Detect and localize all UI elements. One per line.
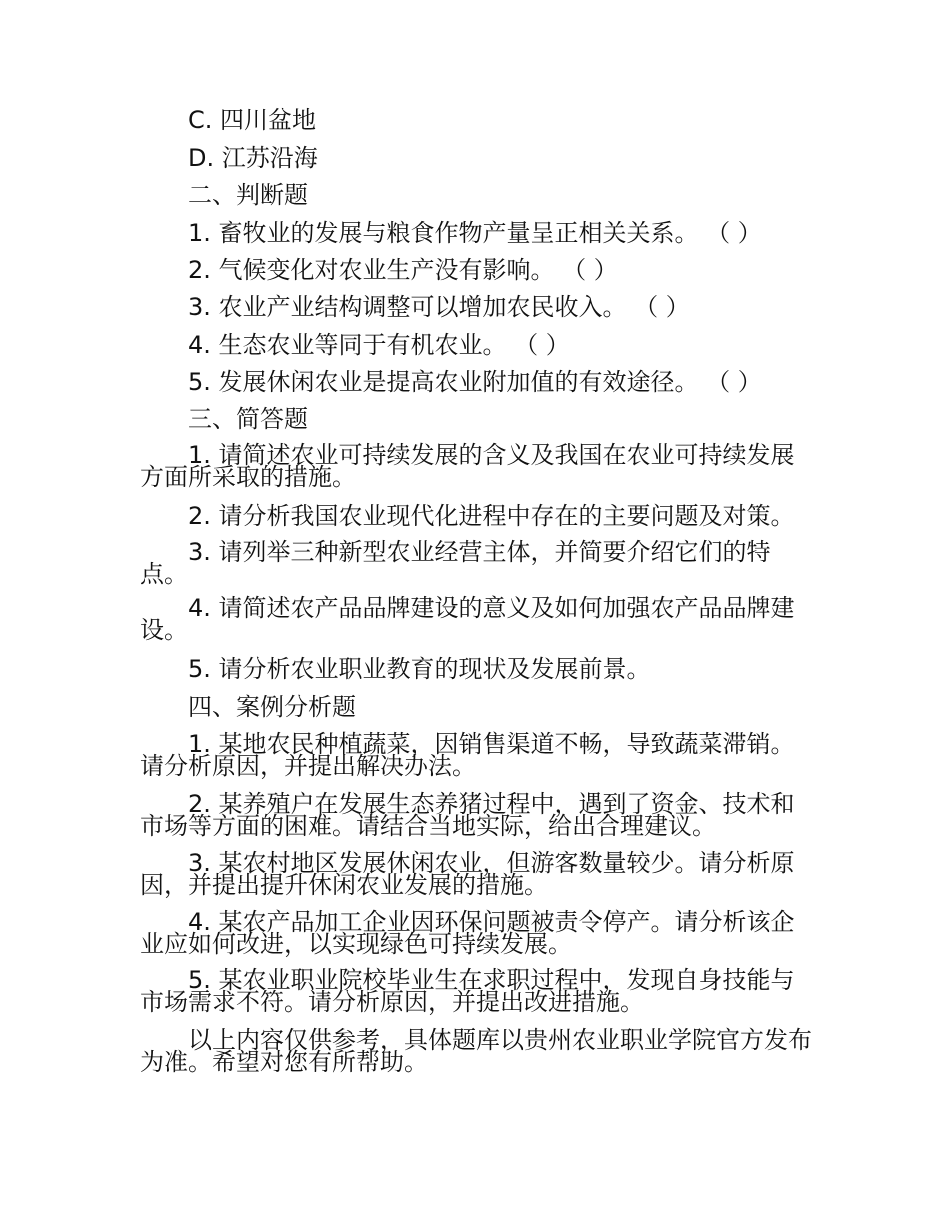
case-item: 5. 某农业职业院校毕业生在求职过程中，发现自身技能与市场需求不符。请分析原因，并提出改进措施。 bbox=[140, 966, 795, 1016]
case-item: 4. 某农产品加工企业因环保问题被责令停产。请分析该企业应如何改进，以实现绿色可持续发展。 bbox=[140, 908, 795, 958]
case-item: 3. 某农村地区发展休闲农业，但游客数量较少。请分析原因，并提出提升休闲农业发展的措施。 bbox=[140, 849, 795, 899]
judgement-item: 1. 畜牧业的发展与粮食作物产量呈正相关关系。 （ ） bbox=[188, 219, 762, 247]
case-item: 1. 某地农民种植蔬菜，因销售渠道不畅，导致蔬菜滞销。请分析原因，并提出解决办法。 bbox=[140, 730, 795, 780]
closing-note: 以上内容仅供参考，具体题库以贵州农业职业学院官方发布为准。希望对您有所帮助。 bbox=[140, 1026, 812, 1076]
judgement-item: 5. 发展休闲农业是提高农业附加值的有效途径。 （ ） bbox=[188, 368, 762, 396]
section-heading-judgement: 二、判断题 bbox=[188, 181, 308, 209]
judgement-item: 2. 气候变化对农业生产没有影响。 （ ） bbox=[188, 256, 618, 284]
judgement-item: 4. 生态农业等同于有机农业。 （ ） bbox=[188, 331, 570, 359]
option-c: C. 四川盆地 bbox=[188, 106, 317, 134]
judgement-item: 3. 农业产业结构调整可以增加农民收入。 （ ） bbox=[188, 293, 690, 321]
short-answer-item: 5. 请分析农业职业教育的现状及发展前景。 bbox=[188, 655, 651, 683]
option-d: D. 江苏沿海 bbox=[188, 144, 318, 172]
section-heading-case: 四、案例分析题 bbox=[188, 693, 356, 721]
short-answer-item: 1. 请简述农业可持续发展的含义及我国在农业可持续发展方面所采取的措施。 bbox=[140, 441, 795, 491]
short-answer-item: 3. 请列举三种新型农业经营主体，并简要介绍它们的特点。 bbox=[140, 538, 771, 588]
short-answer-item: 2. 请分析我国农业现代化进程中存在的主要问题及对策。 bbox=[188, 502, 795, 530]
case-item: 2. 某养殖户在发展生态养猪过程中，遇到了资金、技术和市场等方面的困难。请结合当地实际，给出合理建议。 bbox=[140, 790, 795, 840]
section-heading-short-answer: 三、简答题 bbox=[188, 405, 308, 433]
short-answer-item: 4. 请简述农产品品牌建设的意义及如何加强农产品品牌建设。 bbox=[140, 594, 795, 644]
